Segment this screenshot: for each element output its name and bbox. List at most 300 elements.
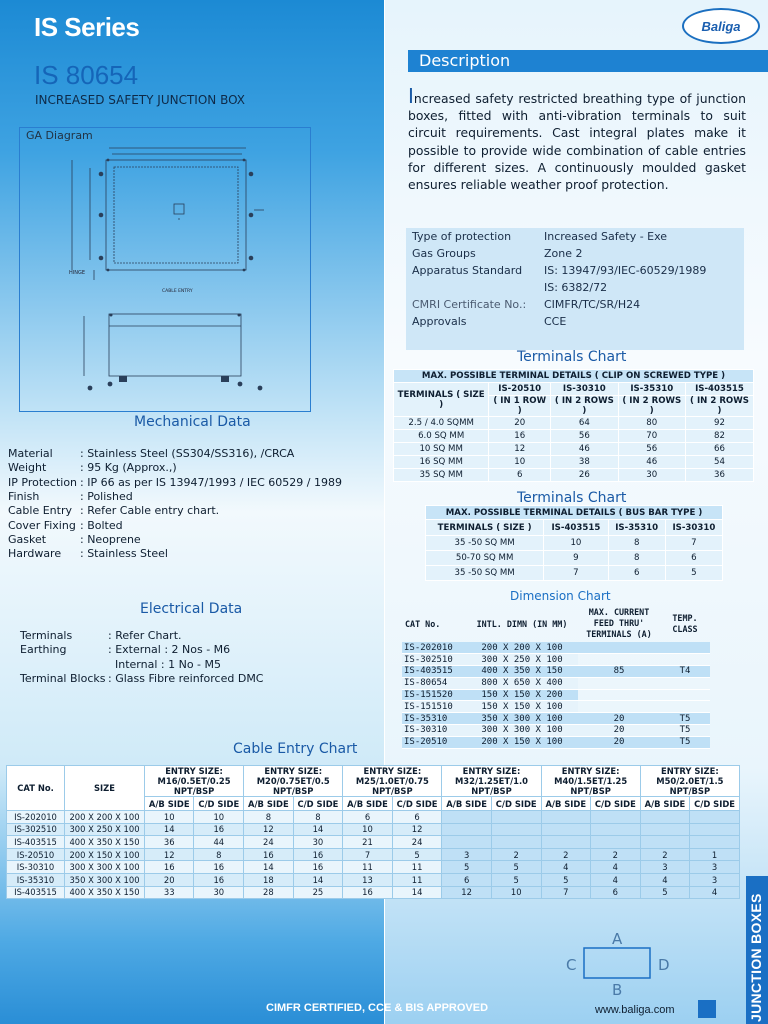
table-cell: 400 X 350 X 150 bbox=[65, 886, 145, 899]
table-row bbox=[7, 873, 740, 886]
table-cell bbox=[578, 689, 660, 701]
brand-mark-icon bbox=[698, 1000, 716, 1018]
table-cell bbox=[578, 654, 660, 666]
mech-value: : Neoprene bbox=[80, 532, 141, 546]
table-cell: 800 X 650 X 400 bbox=[466, 677, 578, 689]
side-c-label: C bbox=[566, 956, 577, 974]
table-cell: 4 bbox=[690, 886, 740, 899]
table-row bbox=[394, 456, 754, 469]
entry-group-header bbox=[541, 766, 640, 797]
series-title: IS Series bbox=[34, 12, 140, 42]
spec-value: IS: 6382/72 bbox=[544, 281, 608, 294]
table-cell: IS-403515 bbox=[7, 886, 65, 899]
column-header: IS-20510 bbox=[489, 383, 551, 396]
table-title: MAX. POSSIBLE TERMINAL DETAILS ( BUS BAR TYPE ) bbox=[426, 506, 723, 520]
column-header: INTL. DIMN (IN MM) bbox=[466, 606, 578, 642]
table-cell: 16 bbox=[194, 823, 244, 836]
table-cell: 20 bbox=[145, 873, 194, 886]
column-header: IS-403515 bbox=[544, 520, 608, 536]
side-column-header: C/D SIDE bbox=[293, 797, 343, 811]
table-row bbox=[402, 654, 710, 666]
table-row bbox=[402, 736, 710, 748]
table-cell: 6.0 SQ MM bbox=[394, 430, 489, 443]
table-cell bbox=[640, 823, 689, 836]
elec-key: Terminals bbox=[20, 629, 73, 642]
table-cell bbox=[591, 823, 641, 836]
table-cell: 35 SQ MM bbox=[394, 469, 489, 482]
side-column-header: C/D SIDE bbox=[194, 797, 244, 811]
table-cell: 46 bbox=[618, 456, 685, 469]
table-cell: 44 bbox=[194, 836, 244, 849]
table-cell: 350 X 300 X 100 bbox=[466, 713, 578, 725]
table-cell: 300 X 300 X 100 bbox=[65, 861, 145, 874]
table-cell: 20 bbox=[578, 736, 660, 748]
table-cell: 16 bbox=[194, 873, 244, 886]
entry-line: NPT/BSP bbox=[570, 786, 611, 796]
table-cell: 7 bbox=[544, 566, 608, 581]
table-row bbox=[7, 836, 740, 849]
drop-cap: I bbox=[408, 84, 414, 108]
table-cell: IS-202010 bbox=[7, 811, 65, 824]
column-header: MAX. CURRENT FEED THRU' TERMINALS (A) bbox=[578, 606, 660, 642]
mech-value: : Bolted bbox=[80, 518, 123, 532]
entry-line: ENTRY SIZE: bbox=[660, 766, 719, 776]
table-cell: 16 bbox=[293, 861, 343, 874]
table-cell: 10 bbox=[544, 536, 608, 551]
side-column-header: C/D SIDE bbox=[690, 797, 740, 811]
table-cell: 200 X 200 X 100 bbox=[466, 642, 578, 654]
table-cell: IS-20510 bbox=[402, 736, 466, 748]
table-cell: 14 bbox=[293, 873, 343, 886]
entry-line: ENTRY SIZE: bbox=[264, 766, 323, 776]
spec-value: CCE bbox=[544, 315, 567, 328]
table-cell: 56 bbox=[551, 430, 618, 443]
mech-key: Weight bbox=[8, 461, 47, 475]
entry-group-header bbox=[145, 766, 244, 797]
table-cell bbox=[640, 811, 689, 824]
mech-value: : IP 66 as per IS 13947/1993 / IEC 60529 / 1989 bbox=[80, 475, 342, 489]
table-cell bbox=[442, 811, 491, 824]
table-cell: 16 bbox=[489, 430, 551, 443]
table-row bbox=[402, 666, 710, 678]
table-cell: 1 bbox=[690, 848, 740, 861]
table-row bbox=[394, 417, 754, 430]
table-cell: 2.5 / 4.0 SQMM bbox=[394, 417, 489, 430]
table-title: MAX. POSSIBLE TERMINAL DETAILS ( CLIP ON SCREWED TYPE ) bbox=[394, 370, 754, 383]
table-cell: 150 X 150 X 100 bbox=[466, 701, 578, 713]
entry-line: M20/0.75ET/0.5 bbox=[256, 776, 330, 786]
table-cell: 2 bbox=[591, 848, 641, 861]
column-header: IS-30310 bbox=[665, 520, 722, 536]
mech-key: Hardware bbox=[8, 547, 62, 561]
description-text bbox=[408, 84, 746, 193]
table-cell bbox=[578, 701, 660, 713]
table-cell: 16 bbox=[194, 861, 244, 874]
spec-box bbox=[406, 228, 744, 350]
table-row bbox=[7, 823, 740, 836]
mech-key: Material bbox=[8, 447, 53, 460]
table-cell: 8 bbox=[608, 536, 665, 551]
mech-key: Cable Entry bbox=[8, 504, 72, 518]
mech-key: Cover Fixing bbox=[8, 518, 76, 532]
spec-label: Gas Groups bbox=[412, 247, 476, 260]
table-cell: 7 bbox=[541, 886, 590, 899]
table-row bbox=[7, 886, 740, 899]
table-cell: 16 bbox=[293, 848, 343, 861]
column-header: TERMINALS ( SIZE ) bbox=[426, 520, 544, 536]
table-cell bbox=[690, 836, 740, 849]
table-cell: IS-20510 bbox=[7, 848, 65, 861]
entry-line: ENTRY SIZE: bbox=[363, 766, 422, 776]
entry-line: NPT/BSP bbox=[173, 786, 215, 796]
table-cell: IS-202010 bbox=[402, 642, 466, 654]
website-link[interactable]: www.baliga.com bbox=[595, 1004, 675, 1016]
table-cell: 46 bbox=[551, 443, 618, 456]
table-cell bbox=[541, 836, 590, 849]
terminals-chart-heading: Terminals Chart bbox=[517, 490, 627, 506]
table-cell: 7 bbox=[343, 848, 392, 861]
terminals-clip-table bbox=[393, 369, 754, 482]
table-row bbox=[402, 642, 710, 654]
entry-line: NPT/BSP bbox=[372, 786, 413, 796]
table-cell: 16 bbox=[343, 886, 392, 899]
table-cell: IS-35310 bbox=[402, 713, 466, 725]
table-cell: 8 bbox=[194, 848, 244, 861]
table-cell: 20 bbox=[578, 713, 660, 725]
table-cell: IS-30310 bbox=[7, 861, 65, 874]
table-cell: 200 X 150 X 100 bbox=[466, 736, 578, 748]
table-cell: 50-70 SQ MM bbox=[426, 551, 544, 566]
table-cell: 6 bbox=[392, 811, 442, 824]
cable-entry-heading: Cable Entry Chart bbox=[233, 741, 358, 757]
side-column-header: A/B SIDE bbox=[541, 797, 590, 811]
table-cell bbox=[442, 823, 491, 836]
description-body: ncreased safety restricted breathing type of junction boxes, fitted with anti-vibration terminals to suit circuit requirements. Cast integral plates make it possible to provide wide combination of cable entries for different sizes. A continuously moulded gasket ensures reliable weather proof protection. bbox=[408, 91, 746, 193]
entry-line: NPT/BSP bbox=[272, 786, 314, 796]
side-column-header: A/B SIDE bbox=[343, 797, 392, 811]
table-cell: 5 bbox=[491, 861, 541, 874]
table-cell: 12 bbox=[244, 823, 293, 836]
entry-line: M16/0.5ET/0.25 bbox=[157, 776, 231, 786]
table-cell bbox=[442, 836, 491, 849]
table-row bbox=[426, 551, 723, 566]
cable-entry-label: CABLE ENTRY bbox=[162, 289, 193, 294]
table-cell: 28 bbox=[244, 886, 293, 899]
side-column-header: A/B SIDE bbox=[145, 797, 194, 811]
table-cell bbox=[660, 654, 710, 666]
table-cell: 10 bbox=[489, 456, 551, 469]
table-cell: IS-403515 bbox=[402, 666, 466, 678]
product-subtitle: INCREASED SAFETY JUNCTION BOX bbox=[35, 93, 245, 107]
table-cell: 4 bbox=[640, 873, 689, 886]
table-cell: 10 bbox=[145, 811, 194, 824]
table-cell: 24 bbox=[392, 836, 442, 849]
mech-key: Gasket bbox=[8, 532, 47, 546]
table-cell: 8 bbox=[244, 811, 293, 824]
entry-line: NPT/BSP bbox=[669, 786, 711, 796]
column-header: CAT No. bbox=[402, 606, 466, 642]
entry-group-header bbox=[442, 766, 541, 797]
column-header: IS-35310 bbox=[618, 383, 685, 396]
entry-group-header bbox=[244, 766, 343, 797]
table-cell bbox=[660, 689, 710, 701]
spec-label: Type of protection bbox=[412, 230, 512, 243]
table-cell: 25 bbox=[293, 886, 343, 899]
table-cell: 5 bbox=[491, 873, 541, 886]
table-cell: 150 X 150 X 200 bbox=[466, 689, 578, 701]
mech-value: : 95 Kg (Approx.,) bbox=[80, 461, 177, 475]
mech-value: : Refer Cable entry chart. bbox=[80, 504, 220, 518]
table-cell: 13 bbox=[343, 873, 392, 886]
side-column-header: C/D SIDE bbox=[591, 797, 641, 811]
electrical-list bbox=[0, 629, 384, 689]
table-cell: 38 bbox=[551, 456, 618, 469]
table-cell bbox=[491, 823, 541, 836]
table-cell: T4 bbox=[660, 666, 710, 678]
table-cell: 30 bbox=[293, 836, 343, 849]
column-subheader: ( IN 1 ROW ) bbox=[489, 396, 551, 417]
table-cell: 3 bbox=[690, 873, 740, 886]
mech-value: : Stainless Steel bbox=[80, 547, 168, 561]
table-cell: 6 bbox=[343, 811, 392, 824]
baliga-logo bbox=[682, 8, 760, 44]
table-cell bbox=[591, 836, 641, 849]
side-column-header: A/B SIDE bbox=[244, 797, 293, 811]
table-cell: 33 bbox=[145, 886, 194, 899]
table-cell: 24 bbox=[244, 836, 293, 849]
column-subheader: ( IN 2 ROWS ) bbox=[551, 396, 618, 417]
junction-boxes-tab bbox=[746, 876, 768, 1024]
table-cell: 4 bbox=[591, 873, 641, 886]
column-header: SIZE bbox=[65, 766, 145, 811]
table-cell: 56 bbox=[618, 443, 685, 456]
table-cell: 70 bbox=[618, 430, 685, 443]
table-cell: 30 bbox=[618, 469, 685, 482]
table-cell: IS-30310 bbox=[402, 725, 466, 737]
spec-label: Apparatus Standard bbox=[412, 264, 523, 277]
hinge-label: HINGE bbox=[69, 270, 86, 276]
column-header: IS-403515 bbox=[685, 383, 753, 396]
mech-value: : Polished bbox=[80, 489, 133, 503]
table-cell: 8 bbox=[608, 551, 665, 566]
entry-line: M25/1.0ET/0.75 bbox=[355, 776, 429, 786]
mech-value: : Stainless Steel (SS304/SS316), /CRCA bbox=[80, 447, 295, 460]
table-cell: 92 bbox=[685, 417, 753, 430]
table-cell: 14 bbox=[392, 886, 442, 899]
table-cell: 9 bbox=[544, 551, 608, 566]
ga-diagram-label: GA Diagram bbox=[26, 129, 93, 142]
table-cell: 10 SQ MM bbox=[394, 443, 489, 456]
table-cell: 80 bbox=[618, 417, 685, 430]
table-cell: 5 bbox=[541, 873, 590, 886]
table-row bbox=[394, 430, 754, 443]
model-number: IS 80654 bbox=[34, 60, 139, 90]
spec-value: CIMFR/TC/SR/H24 bbox=[544, 298, 641, 311]
table-cell: 300 X 300 X 100 bbox=[466, 725, 578, 737]
certification-footer: CIMFR CERTIFIED, CCE & BIS APPROVED bbox=[266, 1002, 489, 1014]
table-cell: T5 bbox=[660, 736, 710, 748]
spec-value: IS: 13947/93/IEC-60529/1989 bbox=[544, 264, 707, 277]
table-cell bbox=[541, 811, 590, 824]
mechanical-list bbox=[0, 447, 384, 567]
table-cell: 12 bbox=[392, 823, 442, 836]
table-cell: 3 bbox=[690, 861, 740, 874]
entry-group-header bbox=[640, 766, 739, 797]
elec-key: Terminal Blocks bbox=[20, 671, 106, 685]
table-cell bbox=[578, 677, 660, 689]
table-row bbox=[402, 689, 710, 701]
table-cell bbox=[660, 677, 710, 689]
column-subheader: ( IN 2 ROWS ) bbox=[618, 396, 685, 417]
table-cell bbox=[541, 823, 590, 836]
table-cell bbox=[660, 642, 710, 654]
table-cell: 11 bbox=[392, 873, 442, 886]
table-cell: 5 bbox=[640, 886, 689, 899]
table-cell: 10 bbox=[343, 823, 392, 836]
ga-drawing bbox=[54, 140, 284, 405]
column-header: TEMP. CLASS bbox=[660, 606, 710, 642]
table-cell: 16 SQ MM bbox=[394, 456, 489, 469]
spec-label: CMRI Certificate No.: bbox=[412, 298, 527, 311]
table-cell: 10 bbox=[491, 886, 541, 899]
table-cell: IS-35310 bbox=[7, 873, 65, 886]
table-cell: 12 bbox=[442, 886, 491, 899]
table-cell: 5 bbox=[442, 861, 491, 874]
column-header: IS-30310 bbox=[551, 383, 618, 396]
table-cell: 6 bbox=[608, 566, 665, 581]
table-cell: 4 bbox=[541, 861, 590, 874]
side-b-label: B bbox=[612, 981, 623, 999]
dimension-chart-heading: Dimension Chart bbox=[510, 589, 611, 603]
table-cell bbox=[591, 811, 641, 824]
table-cell: 200 X 200 X 100 bbox=[65, 811, 145, 824]
table-row bbox=[402, 701, 710, 713]
table-cell: 14 bbox=[244, 861, 293, 874]
table-row bbox=[426, 566, 723, 581]
entry-line: M32/1.25ET/1.0 bbox=[454, 776, 529, 786]
column-header: TERMINALS ( SIZE ) bbox=[394, 383, 489, 417]
side-column-header: A/B SIDE bbox=[640, 797, 689, 811]
terminals-chart-heading: Terminals Chart bbox=[517, 349, 627, 365]
table-cell: IS-151520 bbox=[402, 689, 466, 701]
table-cell: 14 bbox=[145, 823, 194, 836]
table-row bbox=[7, 861, 740, 874]
table-cell: 21 bbox=[343, 836, 392, 849]
table-cell: 16 bbox=[145, 861, 194, 874]
terminals-busbar-table bbox=[425, 505, 723, 581]
mech-key: IP Protection bbox=[8, 475, 78, 489]
table-cell: IS-151510 bbox=[402, 701, 466, 713]
table-row bbox=[7, 848, 740, 861]
table-cell: 200 X 150 X 100 bbox=[65, 848, 145, 861]
table-cell: 12 bbox=[145, 848, 194, 861]
elec-value: : Refer Chart. bbox=[108, 629, 182, 642]
side-designation-diagram bbox=[560, 928, 680, 1000]
table-cell: 2 bbox=[491, 848, 541, 861]
table-cell bbox=[660, 701, 710, 713]
side-column-header: A/B SIDE bbox=[442, 797, 491, 811]
table-cell: 26 bbox=[551, 469, 618, 482]
side-column-header: C/D SIDE bbox=[392, 797, 442, 811]
table-cell bbox=[491, 836, 541, 849]
elec-value: : External : 2 Nos - M6 bbox=[108, 643, 231, 657]
column-header: CAT No. bbox=[7, 766, 65, 811]
table-cell: 400 X 350 X 150 bbox=[65, 836, 145, 849]
dimension-table bbox=[402, 606, 710, 643]
table-cell: 12 bbox=[489, 443, 551, 456]
table-cell bbox=[690, 811, 740, 824]
table-row bbox=[402, 677, 710, 689]
cable-entry-table bbox=[6, 765, 740, 899]
table-cell: 400 X 350 X 150 bbox=[466, 666, 578, 678]
table-cell: 2 bbox=[541, 848, 590, 861]
side-tab-label: JUNCTION BOXES bbox=[748, 893, 764, 1022]
table-cell: 14 bbox=[293, 823, 343, 836]
table-cell: 11 bbox=[343, 861, 392, 874]
table-cell: 5 bbox=[665, 566, 722, 581]
entry-group-header bbox=[343, 766, 442, 797]
entry-line: M40/1.5ET/1.25 bbox=[554, 776, 628, 786]
table-cell: IS-80654 bbox=[402, 677, 466, 689]
table-cell: 300 X 250 X 100 bbox=[65, 823, 145, 836]
table-cell: 85 bbox=[578, 666, 660, 678]
table-cell: 6 bbox=[489, 469, 551, 482]
table-row bbox=[7, 811, 740, 824]
table-cell: 35 -50 SQ MM bbox=[426, 536, 544, 551]
table-cell: IS-302510 bbox=[402, 654, 466, 666]
table-cell: 30 bbox=[194, 886, 244, 899]
table-row bbox=[402, 713, 710, 725]
table-cell: 16 bbox=[244, 848, 293, 861]
spec-value: Increased Safety - Exe bbox=[544, 230, 668, 243]
table-row bbox=[394, 469, 754, 482]
column-header: IS-35310 bbox=[608, 520, 665, 536]
entry-line: ENTRY SIZE: bbox=[462, 766, 521, 776]
table-cell: 6 bbox=[665, 551, 722, 566]
table-cell: 35 -50 SQ MM bbox=[426, 566, 544, 581]
logo-text: Baliga bbox=[701, 18, 741, 34]
side-a-label: A bbox=[612, 930, 623, 948]
side-d-label: D bbox=[658, 956, 670, 974]
table-cell: 6 bbox=[442, 873, 491, 886]
side-column-header: C/D SIDE bbox=[491, 797, 541, 811]
column-subheader: ( IN 2 ROWS ) bbox=[685, 396, 753, 417]
description-heading: Description bbox=[408, 50, 768, 72]
entry-line: ENTRY SIZE: bbox=[561, 766, 620, 776]
table-cell: 11 bbox=[392, 861, 442, 874]
table-cell bbox=[690, 823, 740, 836]
table-row bbox=[394, 443, 754, 456]
table-cell: 3 bbox=[640, 861, 689, 874]
table-cell: 2 bbox=[640, 848, 689, 861]
table-row bbox=[402, 725, 710, 737]
table-cell: 82 bbox=[685, 430, 753, 443]
spec-value: Zone 2 bbox=[544, 247, 583, 260]
table-cell: 5 bbox=[392, 848, 442, 861]
entry-line: M50/2.0ET/1.5 bbox=[656, 776, 724, 786]
dimension-rows bbox=[402, 642, 710, 749]
table-cell: 6 bbox=[591, 886, 641, 899]
table-cell: 7 bbox=[665, 536, 722, 551]
elec-key: Earthing bbox=[20, 643, 67, 657]
table-cell: 18 bbox=[244, 873, 293, 886]
table-cell: 20 bbox=[489, 417, 551, 430]
electrical-heading: Electrical Data bbox=[140, 601, 243, 617]
table-cell: T5 bbox=[660, 713, 710, 725]
table-cell bbox=[491, 811, 541, 824]
table-cell: 350 X 300 X 100 bbox=[65, 873, 145, 886]
table-row bbox=[426, 536, 723, 551]
